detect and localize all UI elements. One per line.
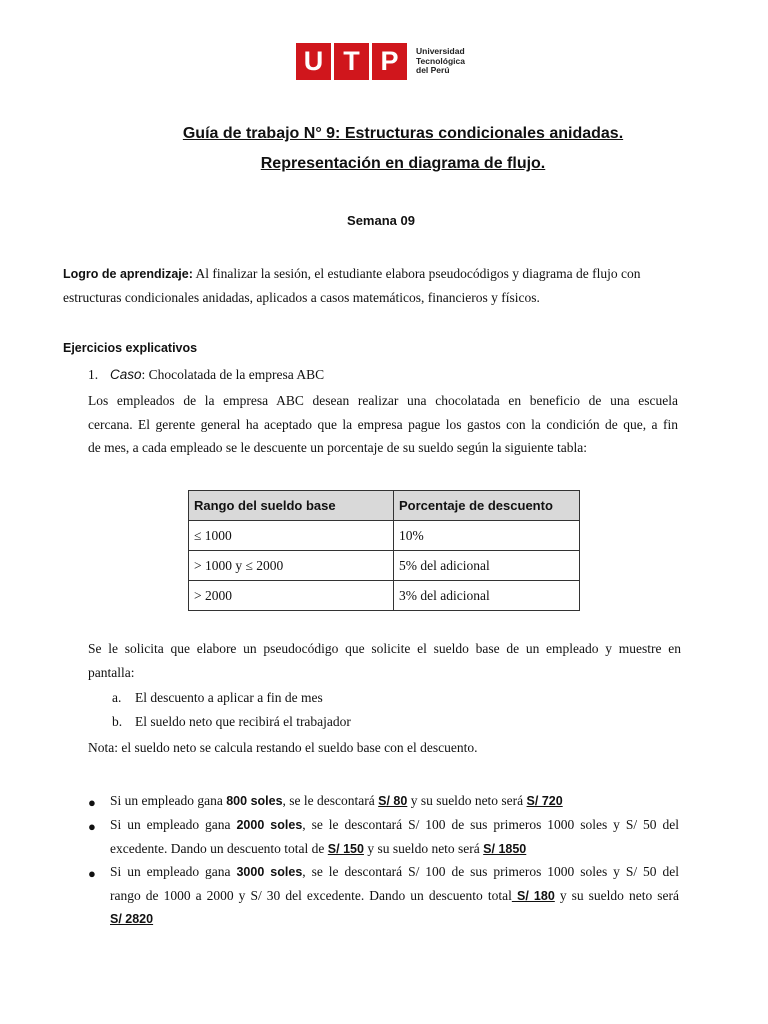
logro-line1 xyxy=(63,266,641,282)
case-label: Caso xyxy=(110,367,142,382)
table-cell-range: > 1000 y ≤ 2000 xyxy=(189,551,394,581)
example-3-text: y su sueldo neto será xyxy=(554,888,679,903)
note: Nota: el sueldo neto se calcula restando el sueldo base con el descuento. xyxy=(88,740,478,755)
logo-name-line2: Tecnológica xyxy=(416,55,465,66)
list-item: El descuento a aplicar a fin de mes xyxy=(135,690,323,705)
example-2-text: , se le descontará S/ 100 de sus primeros 1000 soles y S/ 50 del xyxy=(302,817,679,832)
logo-name-line3: del Perú xyxy=(416,65,450,75)
example-3-salary: 3000 soles xyxy=(236,865,303,879)
discount-table xyxy=(188,490,580,611)
bullet-icon: ● xyxy=(88,795,96,810)
case-paragraph-line1: Los empleados de la empresa ABC desean realizar una chocolatada en beneficio de una escuela xyxy=(88,393,678,408)
table-cell-range: > 2000 xyxy=(189,581,394,611)
table-cell-percentage: 10% xyxy=(394,521,580,551)
example-1-discount: S/ 80 xyxy=(378,794,408,808)
example-1-text: y su sueldo neto será xyxy=(407,793,527,808)
table-cell-range: ≤ 1000 xyxy=(189,521,394,551)
bullet-icon: ● xyxy=(88,819,96,834)
request-line1: Se le solicita que elabore un pseudocódigo que solicite el sueldo base de un empleado y muestre en xyxy=(88,641,681,656)
list-item: El sueldo neto que recibirá el trabajador xyxy=(135,714,351,729)
example-3-line3 xyxy=(110,911,153,927)
table-header-row xyxy=(189,491,580,521)
example-3-line2 xyxy=(110,888,679,904)
logro-label: Logro de aprendizaje: xyxy=(63,267,193,281)
example-2-line2 xyxy=(110,841,526,857)
case-paragraph-line2: cercana. El gerente general ha aceptado que la empresa pague los gastos con la condición de que, a fin xyxy=(88,417,678,432)
example-3-discount: S/ 180 xyxy=(511,889,555,903)
example-2-net: S/ 1850 xyxy=(483,842,527,856)
case-title-text: : Chocolatada de la empresa ABC xyxy=(141,367,325,382)
logo-name-line1: Universidad xyxy=(416,46,465,56)
week-label: Semana 09 xyxy=(347,213,415,228)
example-1-text: Si un empleado gana xyxy=(110,793,227,808)
example-1-net: S/ 720 xyxy=(526,794,563,808)
list-item-marker: a. xyxy=(112,690,122,705)
example-3-line1 xyxy=(110,864,679,880)
list-item-marker: b. xyxy=(112,714,123,729)
table-cell-percentage: 5% del adicional xyxy=(394,551,580,581)
case-paragraph-line3: de mes, a cada empleado se le descuente un porcentaje de su sueldo según la siguiente tabla: xyxy=(88,440,587,455)
example-2-text: excedente. Dando un descuento total de xyxy=(110,841,328,856)
page-title-line2: Representación en diagrama de flujo. xyxy=(260,155,546,172)
table-row xyxy=(189,551,580,581)
example-2-text: Si un empleado gana xyxy=(110,817,237,832)
logo-university-name xyxy=(416,47,465,76)
example-1-text: , se le descontará xyxy=(282,793,379,808)
example-3-text: Si un empleado gana xyxy=(110,864,237,879)
table-row xyxy=(189,581,580,611)
page-title-line1: Guía de trabajo N° 9: Estructuras condicionales anidadas. xyxy=(182,125,624,142)
example-1 xyxy=(110,793,563,809)
utp-logo xyxy=(296,43,476,83)
example-2-discount: S/ 150 xyxy=(327,842,364,856)
example-3-net: S/ 2820 xyxy=(110,912,154,926)
case-title xyxy=(110,367,324,383)
example-1-salary: 800 soles xyxy=(226,794,283,808)
table-row xyxy=(189,521,580,551)
table-header-range: Rango del sueldo base xyxy=(189,491,394,521)
logo-letter-t: T xyxy=(334,43,369,80)
example-2-text: y su sueldo neto será xyxy=(363,841,484,856)
logo-letter-p: P xyxy=(372,43,407,80)
table-header-percentage: Porcentaje de descuento xyxy=(394,491,580,521)
case-number: 1. xyxy=(88,367,99,382)
example-3-text: rango de 1000 a 2000 y S/ 30 del excedente. Dando un descuento total xyxy=(110,888,512,903)
logro-text2: estructuras condicionales anidadas, aplicados a casos matemáticos, financieros y físicos. xyxy=(63,290,540,305)
logro-text1: Al finalizar la sesión, el estudiante elabora pseudocódigos y diagrama de flujo con xyxy=(192,266,641,281)
table-cell-percentage: 3% del adicional xyxy=(394,581,580,611)
example-2-line1 xyxy=(110,817,679,833)
example-2-salary: 2000 soles xyxy=(236,818,303,832)
section-heading: Ejercicios explicativos xyxy=(63,341,198,355)
request-line2: pantalla: xyxy=(88,665,135,680)
logo-letter-u: U xyxy=(296,43,331,80)
bullet-icon: ● xyxy=(88,866,96,881)
example-3-text: , se le descontará S/ 100 de sus primeros 1000 soles y S/ 50 del xyxy=(302,864,679,879)
